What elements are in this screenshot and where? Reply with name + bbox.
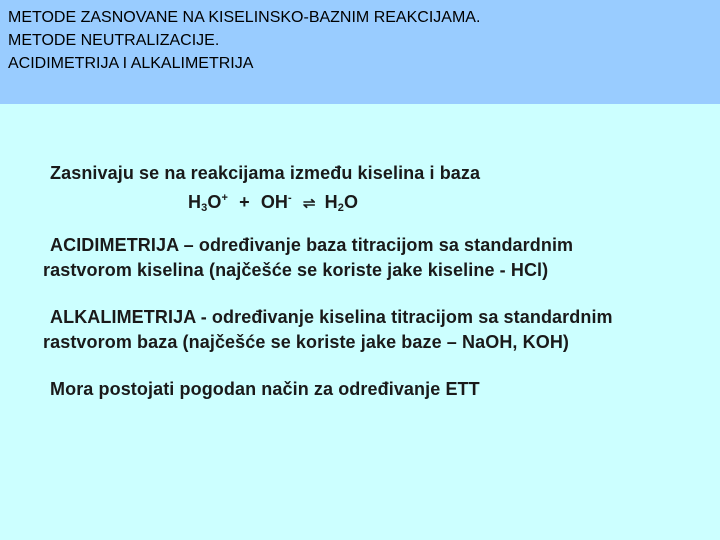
eq-h2-subscript: 2 <box>337 202 344 214</box>
title-line-1: METODE ZASNOVANE NA KISELINSKO-BAZNIM REAKCIJAMA. <box>8 9 481 26</box>
eq-oh: OH <box>260 192 289 212</box>
eq-h2: H <box>324 192 338 212</box>
acidimetrija-line-2: rastvorom kiselina (najčešće se koriste jake kiseline - HCl) <box>43 260 549 280</box>
title-line-3: ACIDIMETRIJA I ALKALIMETRIJA <box>8 55 254 72</box>
eq-h: H <box>188 192 202 212</box>
eq-minus-charge: - <box>288 192 292 204</box>
intro-text: Zasnivaju se na reakcijama između kiselina i baza <box>50 163 481 183</box>
eq-plus-operator: + <box>239 192 250 212</box>
title-bar <box>0 0 720 104</box>
eq-o2: O <box>344 192 359 212</box>
equilibrium-arrow-icon: ⇌ <box>302 195 316 212</box>
eq-h-subscript: 3 <box>201 202 208 214</box>
alkalimetrija-line-2: rastvorom baza (najčešće se koriste jake baze – NaOH, KOH) <box>43 332 570 352</box>
ett-text: Mora postojati pogodan način za određivanje ETT <box>50 379 480 399</box>
alkalimetrija-line-1: ALKALIMETRIJA - određivanje kiselina titracijom sa standardnim <box>50 307 613 327</box>
eq-o: O <box>207 192 222 212</box>
title-line-2: METODE NEUTRALIZACIJE. <box>8 32 220 49</box>
eq-plus-charge: + <box>221 192 228 204</box>
acidimetrija-line-1: ACIDIMETRIJA – određivanje baza titracijom sa standardnim <box>50 235 574 255</box>
neutralization-equation <box>188 187 358 219</box>
